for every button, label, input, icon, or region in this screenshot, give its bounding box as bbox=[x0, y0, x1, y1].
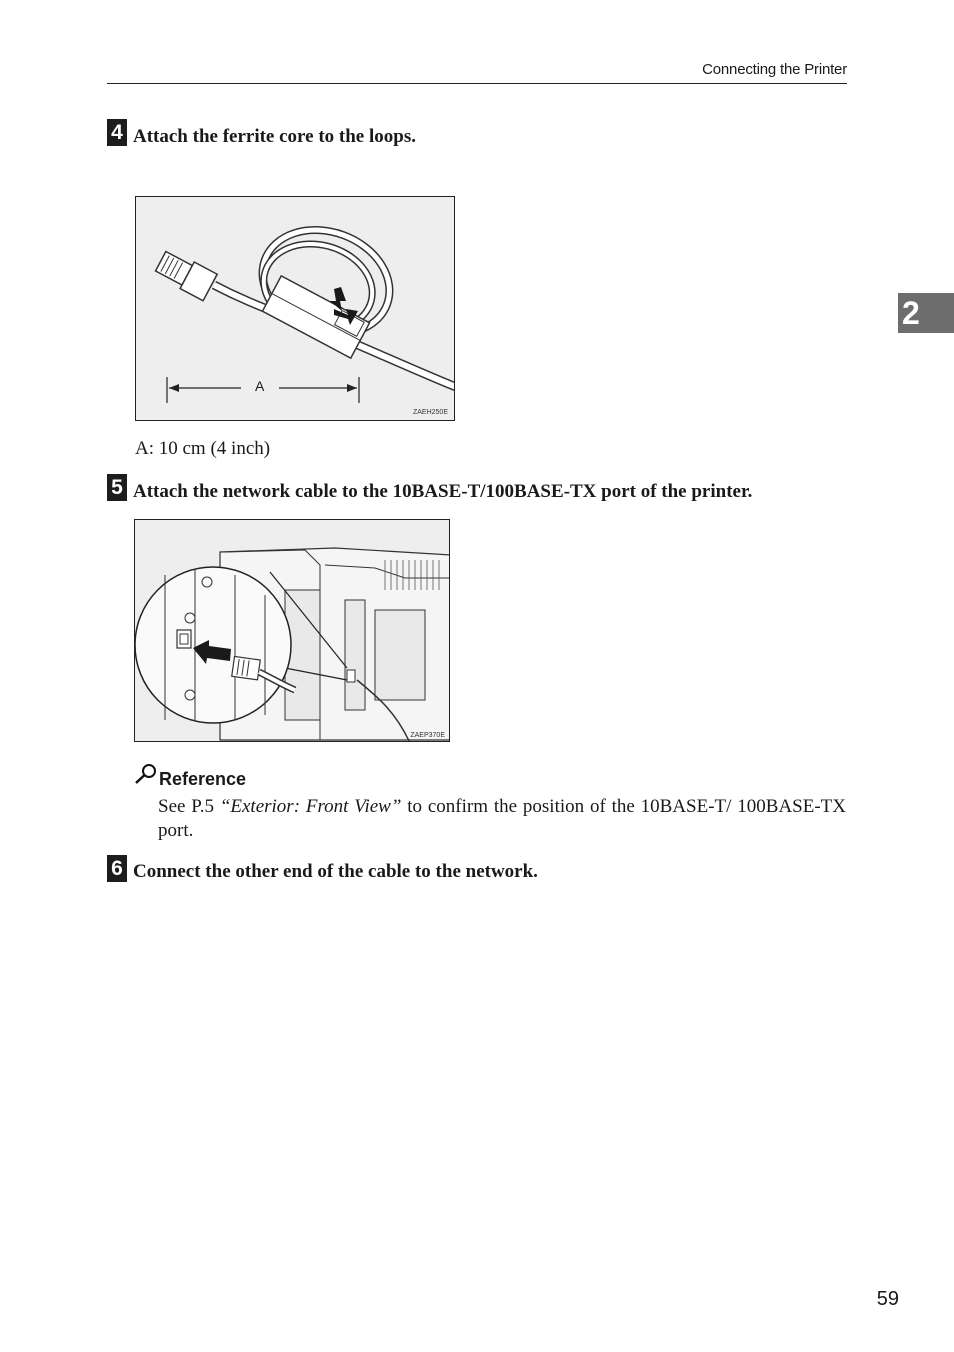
ferrite-core-drawing bbox=[136, 197, 455, 421]
step-6-text: Connect the other end of the cable to the network. bbox=[133, 861, 538, 882]
step-5-number: 5 bbox=[107, 474, 127, 501]
chapter-tab: 2 bbox=[898, 293, 954, 333]
magnifier-icon bbox=[134, 763, 158, 785]
reference-body bbox=[158, 795, 846, 843]
page-number: 59 bbox=[876, 1288, 899, 1310]
header-rule bbox=[107, 83, 847, 84]
reference-heading: Reference bbox=[159, 769, 247, 789]
reference-suffix: to confirm the position of the 10BASE-T/ 100BASE-TX port. bbox=[158, 796, 846, 841]
running-header: Connecting the Printer bbox=[702, 61, 847, 78]
step-6-number: 6 bbox=[107, 855, 127, 882]
dimension-caption: A: 10 cm (4 inch) bbox=[135, 438, 271, 459]
printer-port-drawing bbox=[135, 520, 450, 742]
reference-link[interactable]: “Exterior: Front View” bbox=[219, 796, 402, 817]
step-4-number: 4 bbox=[107, 119, 127, 146]
step-5-text: Attach the network cable to the 10BASE-T/100BASE-TX port of the printer. bbox=[133, 481, 753, 502]
figure-code: ZAEH250E bbox=[412, 409, 448, 416]
figure-code: ZAEP370E bbox=[410, 732, 445, 739]
reference-prefix: See P.5 bbox=[158, 796, 220, 817]
printer-port-illustration bbox=[134, 519, 450, 742]
dimension-label-a: A bbox=[255, 378, 265, 394]
ferrite-core-illustration bbox=[135, 196, 455, 421]
step-4-text: Attach the ferrite core to the loops. bbox=[133, 126, 416, 147]
